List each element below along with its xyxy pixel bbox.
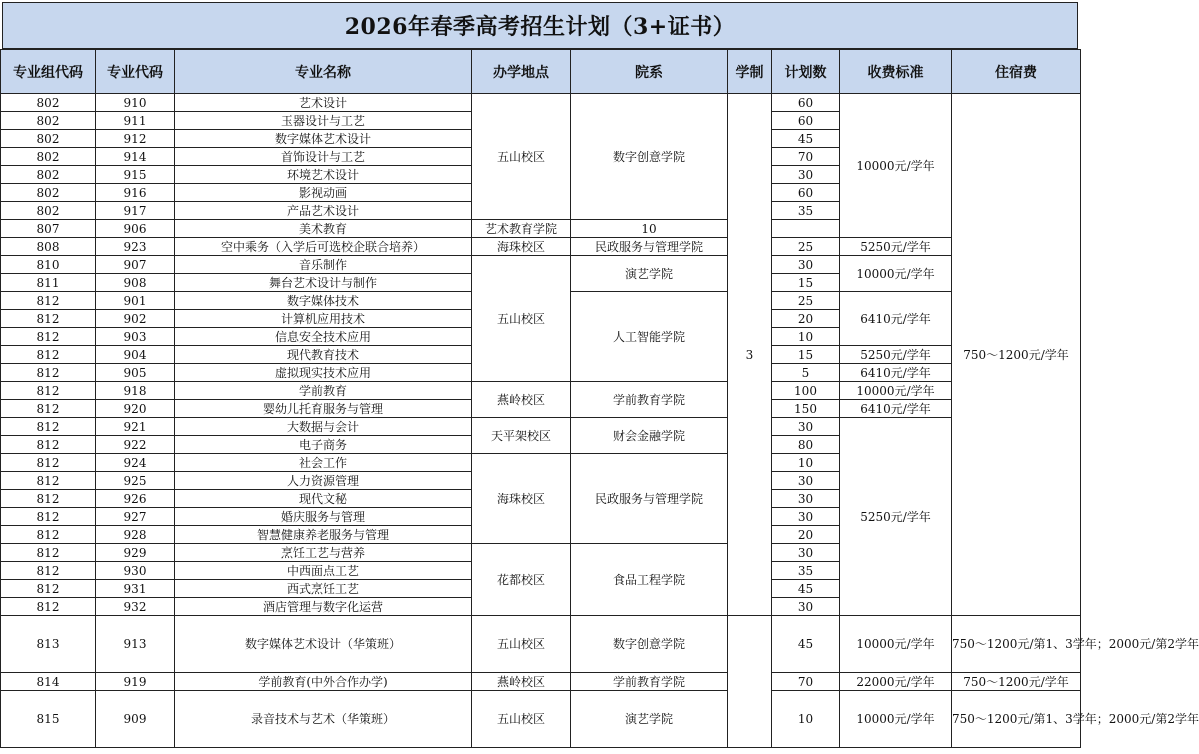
major-code: 921	[96, 418, 175, 436]
group-code: 812	[1, 436, 96, 454]
plan-count: 20	[772, 310, 840, 328]
plan-count: 100	[772, 382, 840, 400]
major-code: 926	[96, 490, 175, 508]
location-cell: 花都校区	[472, 544, 571, 616]
major-name: 数字媒体技术	[175, 292, 472, 310]
group-code: 810	[1, 256, 96, 274]
major-name: 西式烹饪工艺	[175, 580, 472, 598]
plan-count: 15	[772, 346, 840, 364]
department-cell: 数字创意学院	[571, 94, 728, 220]
accommodation-cell: 750～1200元/学年	[952, 673, 1081, 691]
group-code: 812	[1, 292, 96, 310]
table-row	[1, 382, 1081, 400]
major-name: 信息安全技术应用	[175, 328, 472, 346]
major-code: 908	[96, 274, 175, 292]
plan-count: 35	[772, 202, 840, 220]
major-name: 中西面点工艺	[175, 562, 472, 580]
major-code: 924	[96, 454, 175, 472]
major-code: 928	[96, 526, 175, 544]
location-cell: 燕岭校区	[472, 673, 571, 691]
plan-count: 30	[772, 544, 840, 562]
major-name: 影视动画	[175, 184, 472, 202]
duration-cell-blank	[728, 616, 772, 748]
tuition-cell: 5250元/学年	[840, 238, 952, 256]
group-code: 812	[1, 310, 96, 328]
plan-count: 45	[772, 616, 840, 673]
major-name: 电子商务	[175, 436, 472, 454]
group-code: 812	[1, 418, 96, 436]
group-code: 812	[1, 382, 96, 400]
group-code: 812	[1, 580, 96, 598]
major-code: 912	[96, 130, 175, 148]
department-cell: 人工智能学院	[571, 292, 728, 382]
enrollment-plan-table	[0, 49, 1199, 748]
department-cell: 数字创意学院	[571, 616, 728, 673]
tuition-cell: 5250元/学年	[840, 346, 952, 364]
plan-count: 35	[772, 562, 840, 580]
group-code: 807	[1, 220, 96, 238]
accommodation-cell: 750～1200元/第1、3学年；2000元/第2学年	[952, 616, 1081, 673]
major-name: 玉器设计与工艺	[175, 112, 472, 130]
major-name: 数字媒体艺术设计（华策班）	[175, 616, 472, 673]
plan-count: 10	[772, 328, 840, 346]
table-row	[1, 418, 1081, 436]
major-code: 914	[96, 148, 175, 166]
major-name: 首饰设计与工艺	[175, 148, 472, 166]
group-code: 802	[1, 148, 96, 166]
major-name: 大数据与会计	[175, 418, 472, 436]
group-code: 812	[1, 544, 96, 562]
location-cell: 天平架校区	[472, 418, 571, 454]
group-code: 808	[1, 238, 96, 256]
major-name: 数字媒体艺术设计	[175, 130, 472, 148]
plan-count: 30	[772, 598, 840, 616]
tuition-cell: 10000元/学年	[840, 256, 952, 292]
group-code: 812	[1, 454, 96, 472]
major-name: 环境艺术设计	[175, 166, 472, 184]
plan-count: 10	[571, 220, 728, 238]
major-code: 917	[96, 202, 175, 220]
major-name: 舞台艺术设计与制作	[175, 274, 472, 292]
major-name: 现代文秘	[175, 490, 472, 508]
major-name: 计算机应用技术	[175, 310, 472, 328]
major-name: 艺术设计	[175, 94, 472, 112]
plan-count: 45	[772, 130, 840, 148]
plan-count: 60	[772, 184, 840, 202]
department-cell: 食品工程学院	[571, 544, 728, 616]
location-cell: 五山校区	[472, 616, 571, 673]
major-name: 美术教育	[175, 220, 472, 238]
group-code: 812	[1, 508, 96, 526]
group-code: 812	[1, 598, 96, 616]
plan-count: 30	[772, 256, 840, 274]
group-code: 802	[1, 166, 96, 184]
group-code: 812	[1, 490, 96, 508]
header-department: 院系	[571, 50, 728, 94]
department-cell: 演艺学院	[571, 691, 728, 748]
group-code: 812	[1, 472, 96, 490]
group-code: 802	[1, 94, 96, 112]
major-code: 909	[96, 691, 175, 748]
major-code: 930	[96, 562, 175, 580]
table-row	[1, 256, 1081, 274]
department-cell: 艺术教育学院	[472, 220, 571, 238]
major-name: 社会工作	[175, 454, 472, 472]
group-code: 812	[1, 328, 96, 346]
location-cell: 五山校区	[472, 94, 571, 220]
plan-count: 30	[772, 418, 840, 436]
duration-cell: 3	[728, 94, 772, 616]
group-code: 811	[1, 274, 96, 292]
major-name: 学前教育	[175, 382, 472, 400]
major-code: 901	[96, 292, 175, 310]
group-code: 812	[1, 562, 96, 580]
tuition-cell: 10000元/学年	[840, 382, 952, 400]
group-code: 802	[1, 130, 96, 148]
major-name: 学前教育(中外合作办学)	[175, 673, 472, 691]
major-code: 916	[96, 184, 175, 202]
plan-count: 30	[772, 166, 840, 184]
plan-count: 70	[772, 673, 840, 691]
plan-count: 45	[772, 580, 840, 598]
major-code: 919	[96, 673, 175, 691]
header-location: 办学地点	[472, 50, 571, 94]
plan-count: 25	[772, 292, 840, 310]
table-row	[1, 238, 1081, 256]
header-accommodation: 住宿费	[952, 50, 1081, 94]
major-code: 923	[96, 238, 175, 256]
location-cell: 海珠校区	[472, 454, 571, 544]
major-code: 915	[96, 166, 175, 184]
plan-count: 30	[772, 508, 840, 526]
department-cell: 民政服务与管理学院	[571, 454, 728, 544]
plan-count: 10	[772, 691, 840, 748]
department-cell: 学前教育学院	[571, 382, 728, 418]
tuition-cell: 22000元/学年	[840, 673, 952, 691]
tuition-cell: 5250元/学年	[840, 418, 952, 616]
major-name: 录音技术与艺术（华策班）	[175, 691, 472, 748]
plan-count: 80	[772, 436, 840, 454]
group-code: 813	[1, 616, 96, 673]
group-code: 815	[1, 691, 96, 748]
tuition-cell: 10000元/学年	[840, 691, 952, 748]
major-name: 婚庆服务与管理	[175, 508, 472, 526]
location-cell: 燕岭校区	[472, 382, 571, 418]
tuition-cell: 6410元/学年	[840, 292, 952, 346]
department-cell: 学前教育学院	[571, 673, 728, 691]
header-group-code: 专业组代码	[1, 50, 96, 94]
plan-count: 150	[772, 400, 840, 418]
major-name: 人力资源管理	[175, 472, 472, 490]
group-code: 802	[1, 184, 96, 202]
plan-count: 5	[772, 364, 840, 382]
group-code: 812	[1, 346, 96, 364]
major-code: 927	[96, 508, 175, 526]
major-code: 905	[96, 364, 175, 382]
department-cell: 民政服务与管理学院	[571, 238, 728, 256]
major-code: 925	[96, 472, 175, 490]
major-code: 929	[96, 544, 175, 562]
location-cell: 五山校区	[472, 256, 571, 382]
plan-count: 30	[772, 472, 840, 490]
table-row	[1, 673, 1081, 691]
group-code: 812	[1, 526, 96, 544]
accommodation-cell: 750～1200元/学年	[952, 94, 1081, 616]
major-code: 904	[96, 346, 175, 364]
header-major-name: 专业名称	[175, 50, 472, 94]
tuition-cell: 6410元/学年	[840, 400, 952, 418]
major-code: 920	[96, 400, 175, 418]
group-code: 812	[1, 400, 96, 418]
header-plan-count: 计划数	[772, 50, 840, 94]
header-tuition: 收费标准	[840, 50, 952, 94]
location-cell: 海珠校区	[472, 238, 571, 256]
department-cell: 财会金融学院	[571, 418, 728, 454]
major-code: 931	[96, 580, 175, 598]
major-name: 音乐制作	[175, 256, 472, 274]
plan-count: 15	[772, 274, 840, 292]
group-code: 814	[1, 673, 96, 691]
plan-count: 60	[772, 112, 840, 130]
plan-count: 10	[772, 454, 840, 472]
plan-count: 70	[772, 148, 840, 166]
header-row	[1, 50, 1081, 94]
major-name: 烹饪工艺与营养	[175, 544, 472, 562]
major-name: 酒店管理与数字化运营	[175, 598, 472, 616]
major-name: 婴幼儿托育服务与管理	[175, 400, 472, 418]
location-cell: 五山校区	[472, 691, 571, 748]
plan-count: 25	[772, 238, 840, 256]
major-name: 空中乘务（入学后可选校企联合培养）	[175, 238, 472, 256]
major-code: 932	[96, 598, 175, 616]
plan-count: 60	[772, 94, 840, 112]
group-code: 802	[1, 112, 96, 130]
major-code: 922	[96, 436, 175, 454]
major-code: 907	[96, 256, 175, 274]
header-duration: 学制	[728, 50, 772, 94]
major-name: 现代教育技术	[175, 346, 472, 364]
table-row	[1, 94, 1081, 112]
group-code: 812	[1, 364, 96, 382]
major-code: 910	[96, 94, 175, 112]
table-row	[1, 616, 1081, 673]
department-cell: 演艺学院	[571, 256, 728, 292]
table-row	[1, 691, 1081, 748]
major-code: 918	[96, 382, 175, 400]
tuition-cell: 10000元/学年	[840, 94, 952, 238]
accommodation-cell: 750～1200元/第1、3学年；2000元/第2学年	[952, 691, 1081, 748]
major-name: 虚拟现实技术应用	[175, 364, 472, 382]
major-code: 913	[96, 616, 175, 673]
major-code: 902	[96, 310, 175, 328]
tuition-cell: 10000元/学年	[840, 616, 952, 673]
plan-count: 30	[772, 490, 840, 508]
major-code: 906	[96, 220, 175, 238]
plan-count: 20	[772, 526, 840, 544]
major-code: 903	[96, 328, 175, 346]
page-title: 2026年春季高考招生计划（3+证书）	[2, 2, 1078, 49]
tuition-cell: 6410元/学年	[840, 364, 952, 382]
major-name: 产品艺术设计	[175, 202, 472, 220]
major-name: 智慧健康养老服务与管理	[175, 526, 472, 544]
group-code: 802	[1, 202, 96, 220]
header-major-code: 专业代码	[96, 50, 175, 94]
major-code: 911	[96, 112, 175, 130]
